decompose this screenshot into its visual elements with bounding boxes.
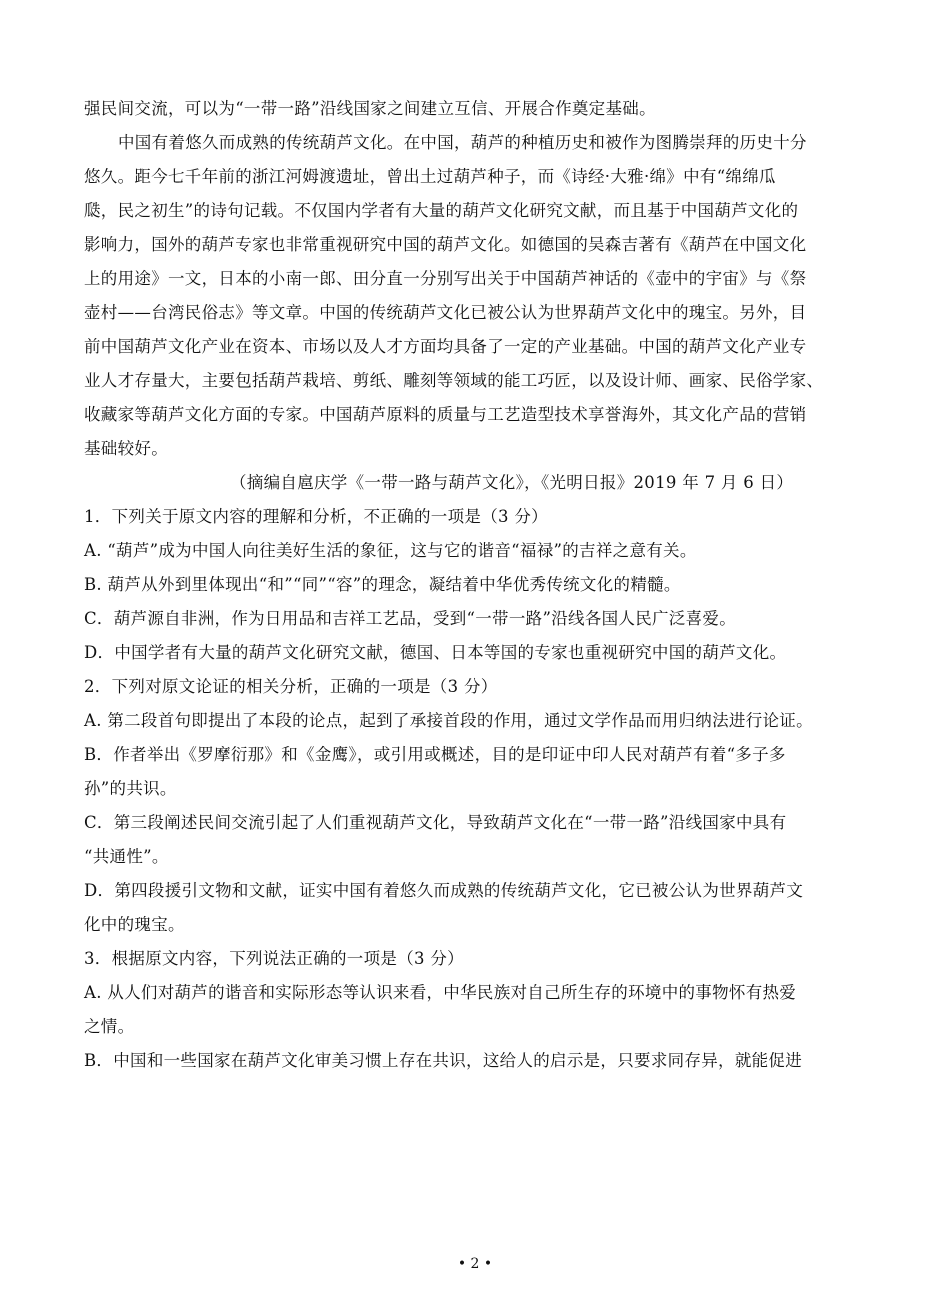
option-c-continued: “共通性”。: [84, 847, 169, 866]
paragraph-line: 前中国葫芦文化产业在资本、市场以及人才方面均具备了一定的产业基础。中国的葫芦文化产业专: [84, 337, 807, 356]
passage-paragraph: [84, 126, 876, 466]
passage-continuation: 强民间交流，可以为“一带一路”沿线国家之间建立互信、开展合作奠定基础。: [84, 99, 656, 118]
paragraph-line: 壶村——台湾民俗志》等文章。中国的传统葫芦文化已被公认为世界葫芦文化中的瑰宝。另外，目: [84, 303, 807, 322]
question-2: [84, 670, 876, 942]
question-stem: 1．下列关于原文内容的理解和分析，不正确的一项是（3 分）: [84, 507, 548, 526]
question-3: [84, 942, 876, 1078]
paragraph-line: 基础较好。: [84, 439, 168, 458]
option-b: B．作者举出《罗摩衍那》和《金鹰》，或引用或概述，目的是印证中印人民对葫芦有着“多子多: [84, 745, 786, 764]
option-b: B. 葫芦从外到里体现出“和”“同”“容”的理念，凝结着中华优秀传统文化的精髓。: [84, 575, 681, 594]
paragraph-line: 收藏家等葫芦文化方面的专家。中国葫芦原料的质量与工艺造型技术享誉海外，其文化产品的营销: [84, 405, 807, 424]
option-d: D．第四段援引文物和文献，证实中国有着悠久而成熟的传统葫芦文化，它已被公认为世界葫芦文: [84, 881, 804, 900]
source-citation: （摘编自扈庆学《一带一路与葫芦文化》，《光明日报》2019 年 7 月 6 日）: [230, 473, 794, 492]
paragraph-line: 影响力，国外的葫芦专家也非常重视研究中国的葫芦文化。如德国的吴森吉著有《葫芦在中国文化: [84, 235, 807, 254]
option-c: C．葫芦源自非洲，作为日用品和吉祥工艺品，受到“一带一路”沿线各国人民广泛喜爱。: [84, 609, 736, 628]
paragraph-line: 上的用途》一文，日本的小南一郎、田分直一分别写出关于中国葫芦神话的《壶中的宇宙》与《祭: [84, 269, 807, 288]
option-c: C．第三段阐述民间交流引起了人们重视葫芦文化，导致葫芦文化在“一带一路”沿线国家中具有: [84, 813, 787, 832]
option-a: A. 从人们对葫芦的谐音和实际形态等认识来看，中华民族对自己所生存的环境中的事物怀有热爱: [84, 983, 797, 1002]
option-a-continued: 之情。: [84, 1017, 135, 1036]
option-b-continued: 孙”的共识。: [84, 779, 177, 798]
option-b: B．中国和一些国家在葫芦文化审美习惯上存在共识，这给人的启示是，只要求同存异，就能促进: [84, 1051, 803, 1070]
question-stem: 2．下列对原文论证的相关分析，正确的一项是（3 分）: [84, 677, 498, 696]
paragraph-line: 中国有着悠久而成熟的传统葫芦文化。在中国，葫芦的种植历史和被作为图腾崇拜的历史十分: [118, 133, 807, 152]
option-a: A. “葫芦”成为中国人向往美好生活的象征，这与它的谐音“福禄”的吉祥之意有关。: [84, 541, 697, 560]
paragraph-line: 悠久。距今七千年前的浙江河姆渡遗址，曾出土过葫芦种子，而《诗经·大雅·绵》中有“绵绵瓜: [84, 167, 776, 186]
paragraph-line: 业人才存量大，主要包括葫芦栽培、剪纸、雕刻等领域的能工巧匠，以及设计师、画家、民俗学家、: [84, 371, 824, 390]
question-stem: 3．根据原文内容，下列说法正确的一项是（3 分）: [84, 949, 464, 968]
option-d: D．中国学者有大量的葫芦文化研究文献，德国、日本等国的专家也重视研究中国的葫芦文化。: [84, 643, 787, 662]
option-d-continued: 化中的瑰宝。: [84, 915, 185, 934]
option-a: A. 第二段首句即提出了本段的论点，起到了承接首段的作用，通过文学作品而用归纳法进行论证。: [84, 711, 813, 730]
page-number: • 2 •: [457, 1256, 493, 1272]
question-1: [84, 500, 876, 670]
paragraph-line: 瓞，民之初生”的诗句记载。不仅国内学者有大量的葫芦文化研究文献，而且基于中国葫芦文化的: [84, 201, 799, 220]
document-page: [84, 92, 876, 1078]
